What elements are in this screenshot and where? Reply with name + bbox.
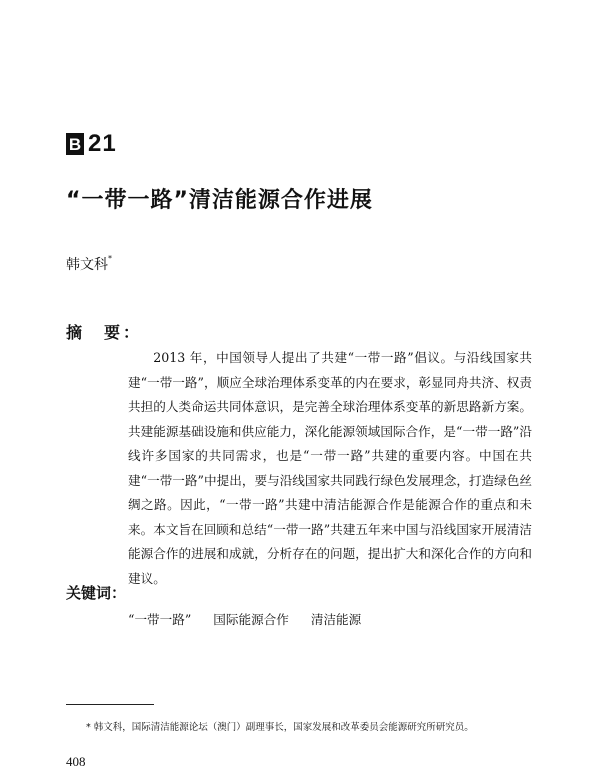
footnote-divider: [66, 704, 154, 705]
report-number-text: 21: [88, 130, 117, 157]
author-name: 韩文科: [66, 257, 108, 273]
keywords-list: [128, 609, 379, 628]
keyword-item: “一带一路”: [128, 612, 192, 627]
abstract-label: 摘 要：: [66, 323, 143, 342]
report-number: [66, 130, 117, 158]
abstract-body: 2013 年，中国领导人提出了共建“一带一路”倡议。与沿线国家共建“一带一路”，顺应全球治理体系变革的内在要求，彰显同舟共济、权责共担的人类命运共同体意识，是完善全球治理体系变革的新思路新方案。共建能源基础设施和供应能力，深化能源领域国际合作，是“一带一路”沿线许多国家的共同需求，也是“一带一路”共建的重要内容。中国在共建“一带一路”中提出，要与沿线国家共同践行绿色发展理念，打造绿色丝绸之路。因此，“一带一路”共建中清洁能源合作是能源合作的重点和未来。本文旨在回顾和总结“一带一路”共建五年来中国与沿线国家开展清洁能源合作的进展和成就，分析存在的问题，提出扩大和深化合作的方向和建议。: [128, 350, 532, 586]
keywords-label: 关键词：: [66, 584, 127, 602]
report-logo-icon: B: [66, 133, 84, 155]
page-number: 408: [66, 754, 86, 769]
keyword-item: 国际能源合作: [213, 612, 289, 627]
article-title: “一带一路”清洁能源合作进展: [66, 188, 373, 213]
author: [66, 254, 112, 274]
keyword-item: 清洁能源: [310, 612, 362, 627]
footnote: * 韩文科，国际清洁能源论坛（澳门）副理事长，国家发展和改革委员会能源研究所研究员。: [86, 722, 474, 733]
author-footnote-mark: *: [108, 254, 112, 263]
